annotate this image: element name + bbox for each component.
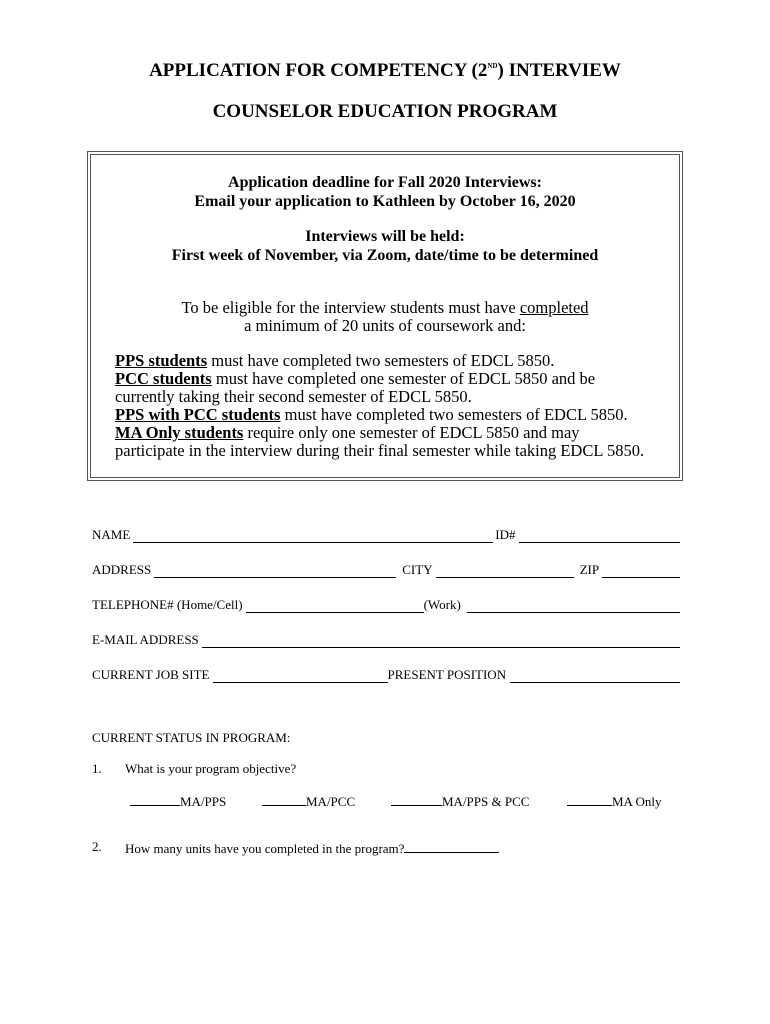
address-row bbox=[92, 560, 680, 578]
requirement-label: MA Only students bbox=[115, 423, 244, 442]
question-2 bbox=[125, 839, 499, 857]
option-label: MA/PCC bbox=[306, 794, 356, 809]
notice-box bbox=[87, 151, 683, 481]
requirement-label: PPS students bbox=[115, 351, 208, 370]
held-line-2: First week of November, via Zoom, date/time to be determined bbox=[171, 247, 599, 264]
eligible-underlined: completed bbox=[519, 298, 589, 317]
option-label: MA/PPS & PCC bbox=[442, 794, 530, 809]
id-field[interactable] bbox=[519, 528, 681, 543]
option-ma-pps-pcc[interactable] bbox=[391, 792, 529, 810]
question-2-number: 2. bbox=[92, 839, 102, 854]
requirement-pps-pcc bbox=[115, 406, 685, 424]
option-ma-only[interactable] bbox=[567, 792, 661, 810]
requirement-text: must have completed two semesters of EDCL 5850. bbox=[207, 351, 555, 370]
question-1-number: 1. bbox=[92, 761, 102, 776]
telephone-field[interactable] bbox=[246, 598, 424, 613]
work-label: (Work) bbox=[423, 597, 461, 612]
units-field[interactable] bbox=[404, 839, 499, 853]
option-ma-pps[interactable] bbox=[130, 792, 226, 810]
city-label: CITY bbox=[402, 562, 433, 577]
address-label: ADDRESS bbox=[92, 562, 152, 577]
status-heading: CURRENT STATUS IN PROGRAM: bbox=[92, 730, 291, 745]
email-label: E-MAIL ADDRESS bbox=[92, 632, 199, 647]
zip-field[interactable] bbox=[602, 563, 680, 578]
position-field[interactable] bbox=[510, 668, 680, 683]
id-label: ID# bbox=[495, 527, 516, 542]
option-blank[interactable] bbox=[391, 792, 442, 806]
address-field[interactable] bbox=[154, 563, 396, 578]
page-subtitle: COUNSELOR EDUCATION PROGRAM bbox=[212, 101, 558, 122]
question-1-text: What is your program objective? bbox=[125, 761, 297, 776]
option-ma-pcc[interactable] bbox=[262, 792, 355, 810]
requirement-text: require only one semester of EDCL 5850 and may bbox=[243, 423, 580, 442]
requirement-text: must have completed one semester of EDCL 5850 and be bbox=[211, 369, 596, 388]
requirement-ma-only-cont: participate in the interview during their final semester while taking EDCL 5850. bbox=[115, 441, 645, 460]
option-blank[interactable] bbox=[130, 792, 180, 806]
name-row bbox=[92, 525, 680, 543]
job-site-field[interactable] bbox=[213, 668, 388, 683]
telephone-row bbox=[92, 595, 680, 613]
eligible-line-1 bbox=[91, 299, 679, 317]
job-site-label: CURRENT JOB SITE bbox=[92, 667, 210, 682]
requirement-pps bbox=[115, 352, 685, 370]
held-line-1: Interviews will be held: bbox=[305, 228, 465, 245]
requirement-text: must have completed two semesters of EDCL 5850. bbox=[280, 405, 628, 424]
job-row bbox=[92, 665, 680, 683]
zip-label: ZIP bbox=[579, 562, 600, 577]
page-title bbox=[0, 60, 770, 82]
requirements-list bbox=[115, 352, 685, 460]
city-field[interactable] bbox=[436, 563, 574, 578]
position-label: PRESENT POSITION bbox=[387, 667, 507, 682]
requirement-pcc-cont: currently taking their second semester of EDCL 5850. bbox=[115, 387, 472, 406]
question-2-text: How many units have you completed in the program? bbox=[125, 841, 405, 856]
email-field[interactable] bbox=[202, 633, 680, 648]
option-label: MA/PPS bbox=[180, 794, 227, 809]
deadline-line-2: Email your application to Kathleen by October 16, 2020 bbox=[194, 193, 576, 210]
option-label: MA Only bbox=[612, 794, 662, 809]
title-text-end: ) INTERVIEW bbox=[497, 60, 621, 81]
option-blank[interactable] bbox=[567, 792, 612, 806]
requirement-ma-only bbox=[115, 424, 685, 442]
requirement-pcc bbox=[115, 370, 685, 388]
name-label: NAME bbox=[92, 527, 131, 542]
title-superscript: ND bbox=[487, 62, 498, 70]
eligible-text: To be eligible for the interview students must have bbox=[181, 298, 520, 317]
requirement-label: PPS with PCC students bbox=[115, 405, 281, 424]
telephone-label: TELEPHONE# (Home/Cell) bbox=[92, 597, 243, 612]
eligible-line-2: a minimum of 20 units of coursework and: bbox=[244, 316, 526, 335]
requirement-label: PCC students bbox=[115, 369, 212, 388]
name-field[interactable] bbox=[133, 528, 493, 543]
option-blank[interactable] bbox=[262, 792, 306, 806]
title-text: APPLICATION FOR COMPETENCY (2 bbox=[149, 60, 488, 81]
email-row bbox=[92, 630, 680, 648]
work-phone-field[interactable] bbox=[467, 598, 680, 613]
deadline-line-1: Application deadline for Fall 2020 Interviews: bbox=[228, 174, 542, 191]
